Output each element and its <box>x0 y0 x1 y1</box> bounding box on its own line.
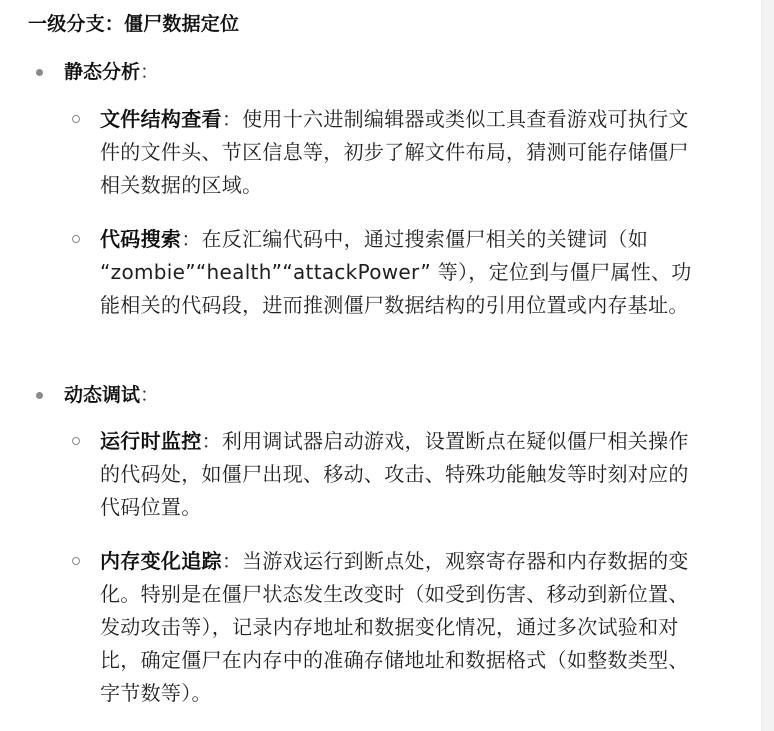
section-item-static-analysis <box>36 56 159 89</box>
item-colon: ： <box>201 429 222 453</box>
section-item-dynamic-debug <box>36 379 159 412</box>
item-colon: ： <box>221 549 243 573</box>
circle-bullet-icon <box>72 437 80 445</box>
item-body: 当游戏运行到断点处，观察寄存器和内存数据的变化。特别是在僵尸状态发生改变时（如受到伤害、移动到新位置、发动攻击等），记录内存地址和数据变化情况，通过多次试验和对比，确定僵尸在内存中的准确存储地址和数据格式（如整数类型、字节数等）。 <box>100 549 689 705</box>
list-item-text <box>100 103 704 202</box>
list-item-runtime-monitor <box>72 425 712 524</box>
list-item-code-search <box>72 223 712 322</box>
bullet-icon <box>36 69 43 76</box>
circle-bullet-icon <box>72 115 80 123</box>
item-term: 内存变化追踪 <box>100 549 222 573</box>
list-item-text <box>100 545 704 710</box>
section-title <box>64 379 159 412</box>
item-colon: ： <box>181 227 202 251</box>
circle-bullet-icon <box>72 235 80 243</box>
item-body: 使用十六进制编辑器或类似工具查看游戏可执行文件的文件头、节区信息等，初步了解文件布局，猜测可能存储僵尸相关数据的区域。 <box>100 107 689 197</box>
bullet-icon <box>36 392 43 399</box>
item-term: 运行时监控 <box>100 429 202 453</box>
section-title-text: 静态分析 <box>64 61 141 83</box>
item-term: 代码搜索 <box>100 227 182 251</box>
item-body: 在反汇编代码中，通过搜索僵尸相关的关键词（如 “zombie”“health”“attackPower” 等），定位到与僵尸属性、功能相关的代码段，进而推测僵尸数据结构的引用位置或内存基址。 <box>100 227 692 317</box>
list-item-file-structure <box>72 103 712 202</box>
item-body: 利用调试器启动游戏，设置断点在疑似僵尸相关操作的代码处，如僵尸出现、移动、攻击、特殊功能触发等时刻对应的代码位置。 <box>100 429 689 519</box>
section-title-text: 动态调试 <box>64 384 141 406</box>
item-colon: ： <box>221 107 243 131</box>
list-item-memory-tracking <box>72 545 712 710</box>
section-title-colon: ： <box>140 384 160 406</box>
list-item-text <box>100 425 704 524</box>
circle-bullet-icon <box>72 557 80 565</box>
item-term: 文件结构查看 <box>100 107 222 131</box>
branch-heading: 一级分支：僵尸数据定位 <box>28 13 240 35</box>
section-title <box>64 56 159 89</box>
vertical-scrollbar[interactable] <box>761 0 774 731</box>
list-item-text <box>100 223 704 322</box>
section-title-colon: ： <box>140 61 160 83</box>
